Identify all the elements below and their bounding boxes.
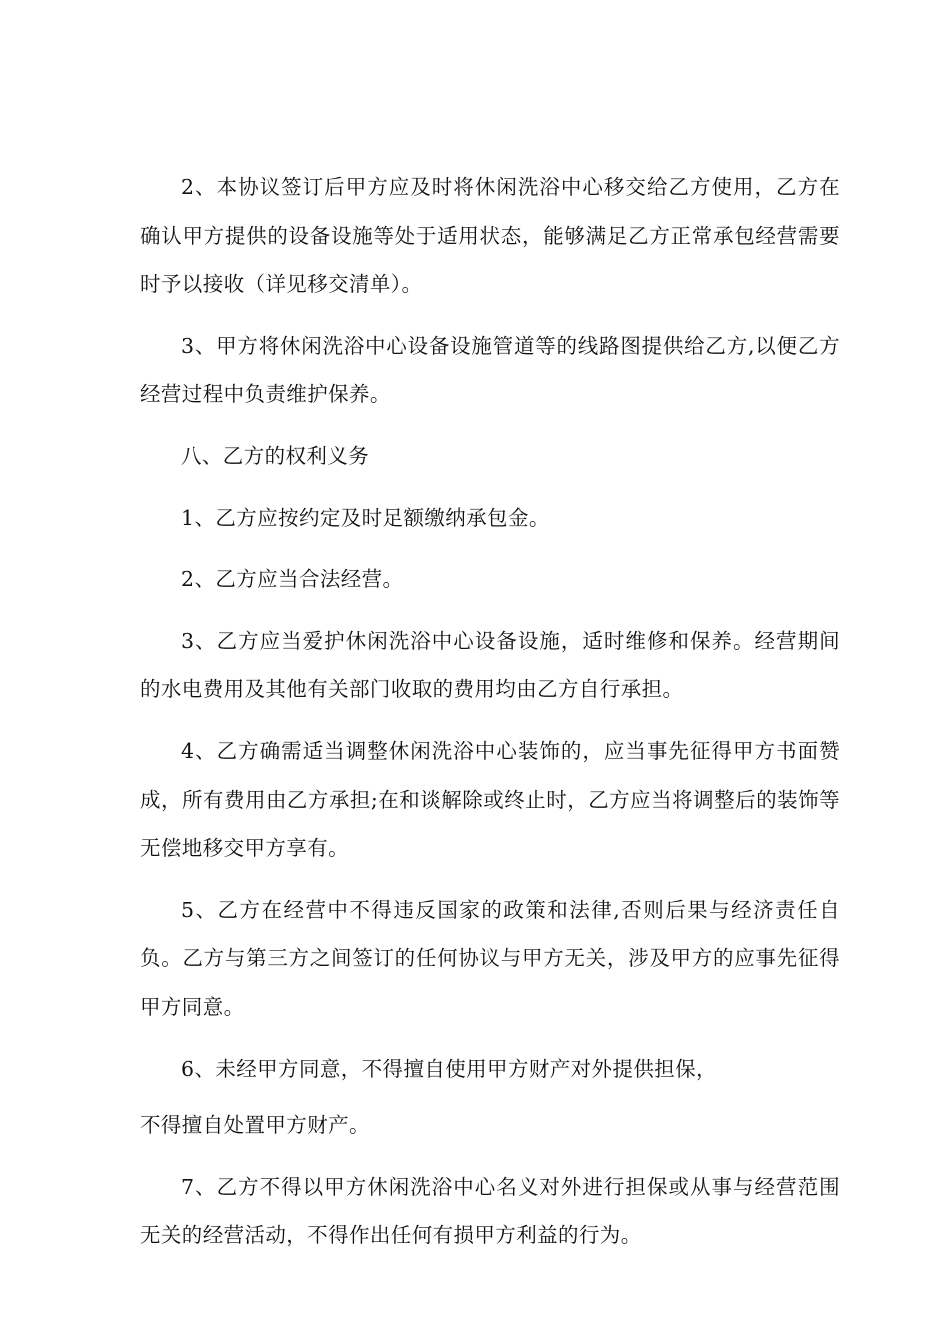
- paragraph-adjust-decoration: 4、乙方确需适当调整休闲洗浴中心装饰的，应当事先征得甲方书面赞成，所有费用由乙方承担;在和谈解除或终止时，乙方应当将调整后的装饰等无偿地移交甲方享有。: [140, 738, 840, 861]
- paragraph-maintain-facilities: 3、乙方应当爱护休闲洗浴中心设备设施，适时维修和保养。经营期间的水电费用及其他有关部门收取的费用均由乙方自行承担。: [140, 628, 840, 702]
- document-body: [140, 163, 840, 1273]
- paragraph-no-disposal: 不得擅自处置甲方财产。: [140, 1113, 370, 1138]
- paragraph-handover-center: 2、本协议签订后甲方应及时将休闲洗浴中心移交给乙方使用，乙方在确认甲方提供的设备设施等处于适用状态，能够满足乙方正常承包经营需要时予以接收（详见移交清单）。: [140, 175, 840, 297]
- paragraph-provide-wiring-diagram: 3、甲方将休闲洗浴中心设备设施管道等的线路图提供给乙方,以便乙方经营过程中负责维护保养。: [140, 333, 840, 407]
- section-heading-party-b-rights: 八、乙方的权利义务: [181, 443, 370, 468]
- paragraph-comply-with-law: 5、乙方在经营中不得违反国家的政策和法律,否则后果与经济责任自负。乙方与第三方之间签订的任何协议与甲方无关，涉及甲方的应事先征得甲方同意。: [140, 897, 840, 1019]
- paragraph-no-unrelated-activities: 7、乙方不得以甲方休闲洗浴中心名义对外进行担保或从事与经营范围无关的经营活动，不得作出任何有损甲方利益的行为。: [140, 1174, 840, 1248]
- paragraph-lawful-operation: 2、乙方应当合法经营。: [181, 567, 404, 592]
- paragraph-pay-contract-fee: 1、乙方应按约定及时足额缴纳承包金。: [181, 505, 550, 530]
- paragraph-no-guarantee: 6、未经甲方同意，不得擅自使用甲方财产对外提供担保，: [181, 1056, 717, 1081]
